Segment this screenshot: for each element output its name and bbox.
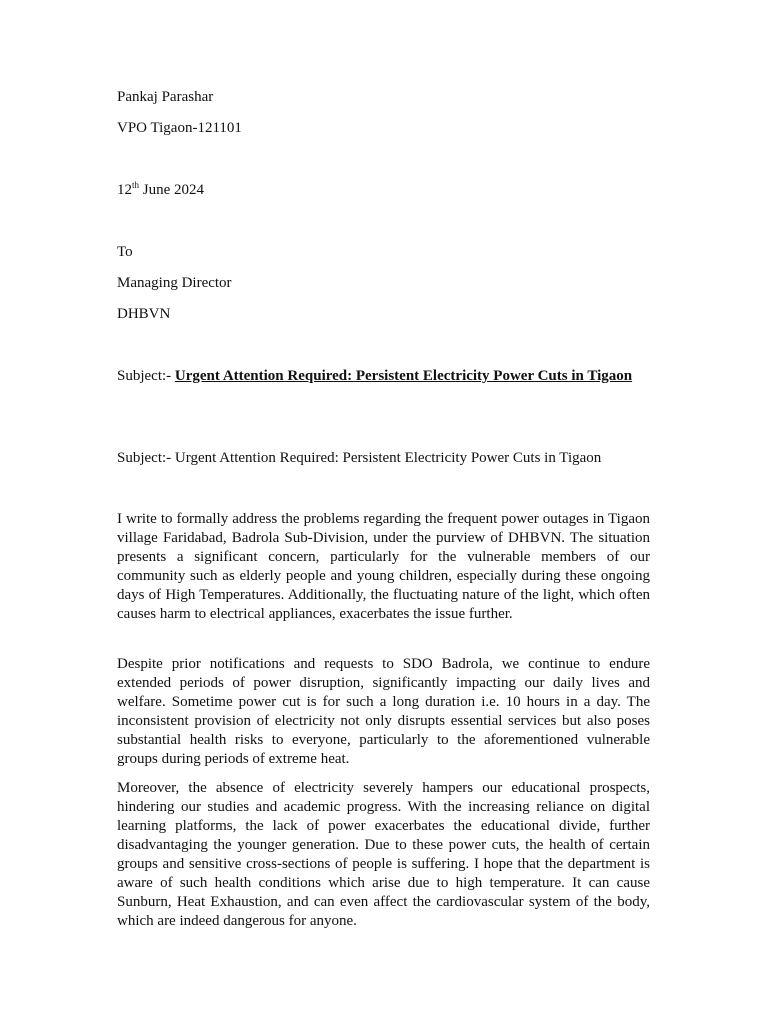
subject-heading xyxy=(117,367,650,386)
sender-name: Pankaj Parashar xyxy=(117,89,214,105)
sender-address: VPO Tigaon-121101 xyxy=(117,120,242,136)
subject-plain: Subject:- Urgent Attention Required: Persistent Electricity Power Cuts in Tigaon xyxy=(117,450,602,466)
body-paragraph-3: Moreover, the absence of electricity severely hampers our educational prospects, hindering our studies and academic progress. With the increasing reliance on digital learning platforms, the lack of power exacerbates the educational divide, further disadvantaging the younger generation. Due to these power cuts, the health of certain groups and sensitive cross-sections of people is suffering. I hope that the department is aware of such health conditions which arise due to high temperature. It can cause Sunburn, Heat Exhaustion, and can even affect the cardiovascular system of the body, which are indeed dangerous for anyone. xyxy=(117,780,650,929)
body-paragraph-2: Despite prior notifications and requests to SDO Badrola, we continue to endure extended periods of power disruption, significantly impacting our daily lives and welfare. Sometime power cut is for such a long duration i.e. 10 hours in a day. The inconsistent provision of electricity not only disrupts essential services but also poses substantial health risks to everyone, particularly to the aforementioned vulnerable groups during periods of extreme heat. xyxy=(117,656,650,767)
date-day: 12 xyxy=(117,182,132,198)
subject-emphasis: Urgent Attention Required: Persistent Electricity Power Cuts in Tigaon xyxy=(174,368,633,384)
recipient-to: To xyxy=(117,244,133,260)
body-paragraph-1: I write to formally address the problems regarding the frequent power outages in Tigaon village Faridabad, Badrola Sub-Division, under the purview of DHBVN. The situation presents a significant concern, particularly for the vulnerable members of our community such as elderly people and young children, especially during these ongoing days of High Temperatures. Additionally, the fluctuating nature of the light, which often causes harm to electrical appliances, exacerbates the issue further. xyxy=(117,511,650,622)
letter-date xyxy=(117,181,204,199)
date-ordinal: th xyxy=(132,180,140,190)
recipient-org: DHBVN xyxy=(117,306,171,322)
subject-prefix: Subject:- xyxy=(117,368,175,384)
recipient-title: Managing Director xyxy=(117,275,232,291)
date-month-year: June 2024 xyxy=(139,182,205,198)
